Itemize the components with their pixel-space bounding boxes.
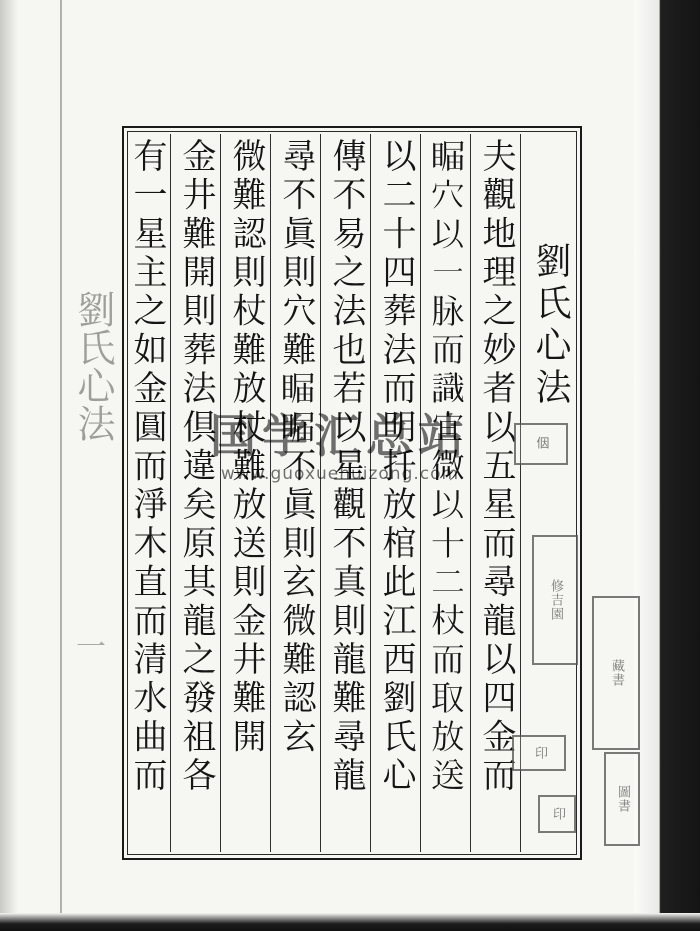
- text-column: 以二十四葬法而明扦放棺此江西劉氏心: [370, 134, 421, 852]
- watermark-text: 国学汇总站: [210, 409, 470, 463]
- text-column: 微難認則杖難放杖難放送則金井難開: [220, 134, 271, 852]
- scan-border-right: [634, 0, 700, 931]
- text-column: 有一星主之如金圓而淨木直而清水曲而: [127, 138, 167, 796]
- library-seal: 藏書: [592, 596, 640, 750]
- collector-seal: 𪜶: [514, 423, 568, 465]
- scan-border-bottom: [0, 913, 700, 931]
- watermark-url: www.guoxuehuizong.com: [220, 464, 460, 484]
- text-column: 傳不易之法也若以星觀不真則龍難尋龍: [320, 134, 371, 852]
- text-column: 𥇗穴以一脉而識宜微以十二杖而取放送: [420, 134, 471, 852]
- bleed-through-page-number: 一: [76, 630, 106, 665]
- collector-seal-large: 修吉園: [532, 535, 578, 665]
- text-column: 夫觀地理之妙者以五星而尋龍以四金而: [470, 134, 521, 852]
- library-seal-lower: 圖書: [604, 752, 640, 846]
- collector-seal-mini: 印: [538, 795, 576, 833]
- text-column: 金井難開則葬法倶違矣原其龍之發祖各: [170, 134, 221, 852]
- text-column: 尋不眞則穴難𥇗𥇗不眞則玄微難認玄: [270, 134, 321, 852]
- gutter-line: [60, 0, 62, 913]
- page-gutter-shadow: [0, 0, 18, 931]
- collector-seal-small: 印: [512, 735, 566, 771]
- book-title: 劉氏心法: [530, 242, 571, 410]
- bleed-through-title: 劉氏心法: [71, 290, 115, 442]
